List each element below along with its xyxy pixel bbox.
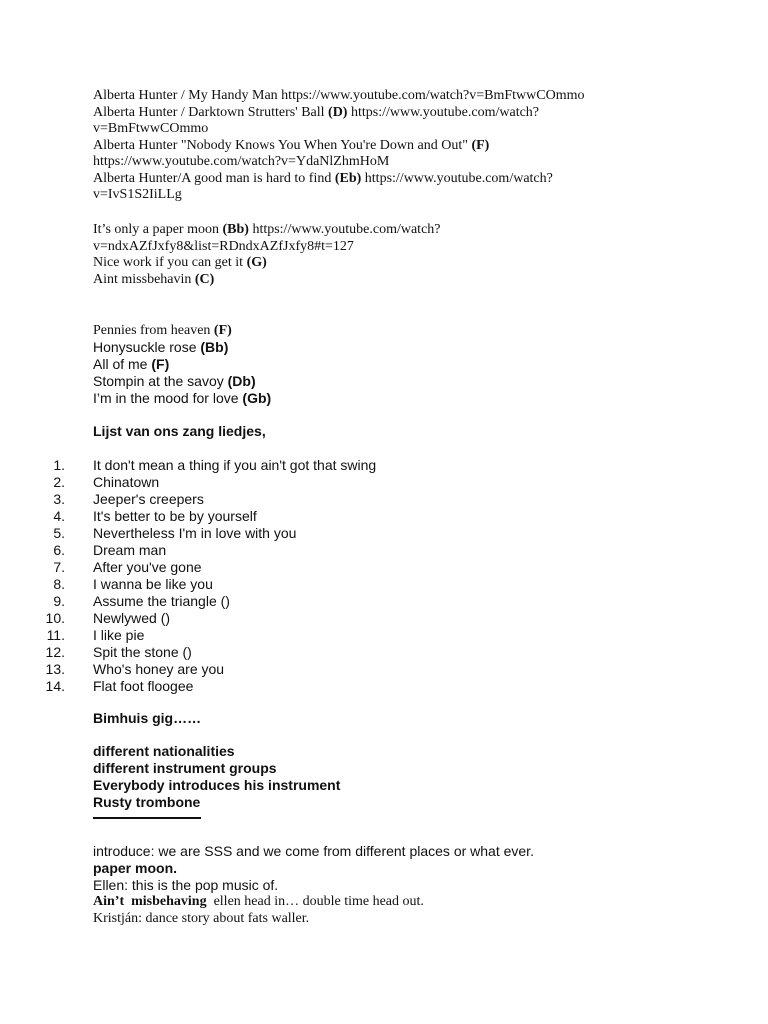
note-ellen: Ellen: this is the pop music of.: [93, 877, 279, 893]
link-line-4-cont: v=IvS1S2IiLLg: [93, 187, 182, 202]
gig-point: Everybody introduces his instrument: [93, 777, 341, 793]
list-item: 11. I like pie: [46, 627, 145, 643]
list-heading-text: Lijst van ons zang liedjes,: [93, 423, 266, 439]
gig-point: Rusty trombone: [93, 794, 201, 810]
song-line: All of me (F): [93, 356, 170, 372]
note-paper-moon: paper moon.: [93, 860, 178, 876]
song-line: Nice work if you can get it (G): [93, 255, 267, 270]
song-line: I’m in the mood for love (Gb): [93, 390, 272, 406]
gig-point: different instrument groups: [93, 760, 277, 776]
list-item: 5. Nevertheless I'm in love with you: [53, 525, 297, 541]
link-line-3-cont: https://www.youtube.com/watch?v=YdaNlZhmHoM: [93, 154, 390, 169]
list-item: 10. Newlywed (): [45, 610, 171, 626]
list-item: 13. Who's honey are you: [45, 661, 225, 677]
song-line: Pennies from heaven (F): [93, 323, 232, 338]
list-item: 1. It don't mean a thing if you ain't got that swing: [53, 457, 377, 473]
numbered-song-list: [0, 457, 700, 695]
gig-notes: [93, 843, 693, 927]
song-line: Stompin at the savoy (Db): [93, 373, 256, 389]
list-item: 6. Dream man: [53, 542, 167, 558]
link-line-4: Alberta Hunter/A good man is hard to find (Eb) https://www.youtube.com/watch?: [93, 170, 553, 186]
note-introduce: introduce: we are SSS and we come from different places or what ever.: [93, 843, 534, 859]
song-line-cont: v=ndxAZfJxfy8&list=RDndxAZfJxfy8#t=127: [93, 238, 354, 254]
song-line: It’s only a paper moon (Bb) https://www.youtube.com/watch?: [93, 222, 441, 237]
list-item: 7. After you've gone: [53, 559, 202, 575]
list-item: 4. It's better to be by yourself: [53, 508, 257, 524]
list-item: 2. Chinatown: [53, 474, 160, 490]
alberta-hunter-links: [93, 88, 693, 204]
note-kristjan: Kristján: dance story about fats waller.: [93, 910, 310, 926]
list-heading: [93, 423, 693, 440]
list-item: 12. Spit the stone (): [45, 644, 192, 660]
gig-heading-text: Bimhuis gig……: [93, 710, 202, 726]
mixed-song-list: [93, 322, 693, 407]
list-item: 14. Flat foot floogee: [45, 678, 194, 694]
horizontal-rule: [93, 817, 201, 819]
note-aint-misbehaving: Ain’t misbehaving ellen head in… double time head out.: [93, 894, 424, 909]
gig-point: different nationalities: [93, 743, 235, 759]
song-line: Honysuckle rose (Bb): [93, 339, 229, 355]
list-item: 3. Jeeper's creepers: [53, 491, 204, 507]
list-item: 9. Assume the triangle (): [53, 593, 230, 609]
link-line-2-cont: v=BmFtwwCOmmo: [93, 121, 209, 136]
link-line-1: Alberta Hunter / My Handy Man https://www.youtube.com/watch?v=BmFtwwCOmmo: [93, 88, 585, 103]
gig-heading: [93, 710, 693, 727]
list-item: 8. I wanna be like you: [53, 576, 213, 592]
gig-points: [93, 743, 693, 811]
link-line-2: Alberta Hunter / Darktown Strutters' Ball (D) https://www.youtube.com/watch?: [93, 104, 540, 120]
link-line-3: Alberta Hunter "Nobody Knows You When You're Down and Out" (F): [93, 137, 490, 153]
serif-song-list: [93, 222, 693, 288]
song-line: Aint missbehavin (C): [93, 271, 215, 287]
